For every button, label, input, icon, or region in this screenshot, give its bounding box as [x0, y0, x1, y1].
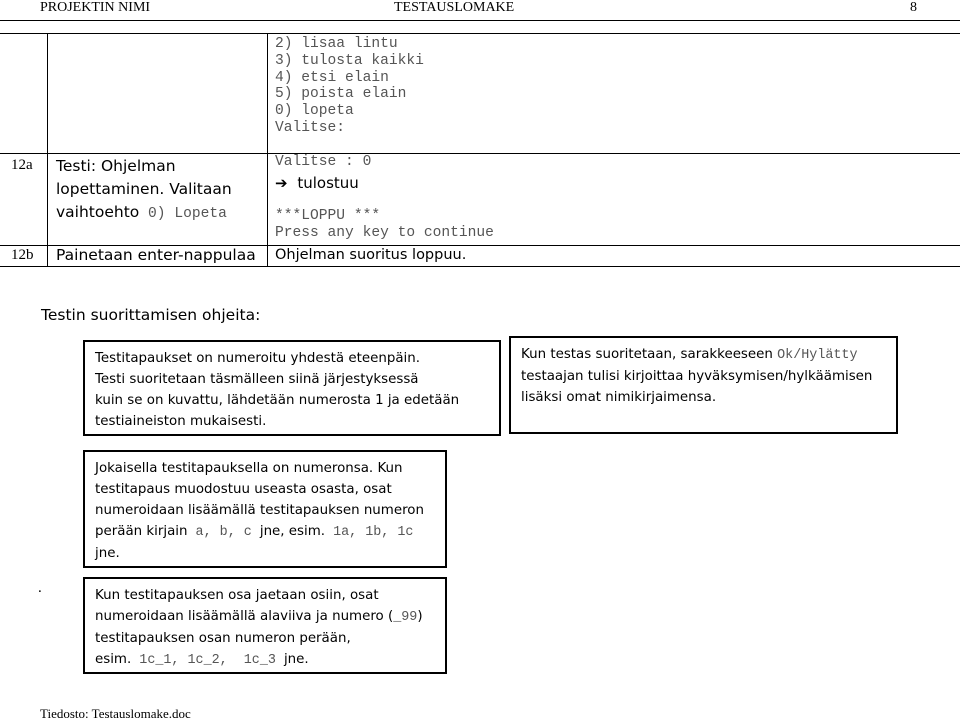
output-line: ***LOPPU ***	[275, 208, 381, 224]
box-text: numeroidaan lisäämällä alaviiva ja numero (	[95, 609, 394, 624]
test-description: Painetaan enter-nappulaa	[56, 246, 256, 264]
page-number: 8	[910, 0, 917, 15]
example-code: 1a, 1b, 1c	[325, 525, 414, 540]
result-output	[275, 208, 494, 242]
instruction-box-result-column	[509, 336, 898, 434]
box-text: )	[417, 609, 423, 624]
header-rule	[0, 20, 960, 21]
box-line: lisäksi omat nimikirjaimensa.	[521, 390, 717, 405]
menu-output	[275, 36, 424, 137]
box-line: Kun testitapauksen osa jaetaan osiin, osat	[95, 588, 379, 603]
result-text: tulostuu	[297, 174, 359, 192]
box-line: kuin se on kuvattu, lähdetään numerosta 1 ja edetään	[95, 393, 460, 408]
menu-line: 3) tulosta kaikki	[275, 52, 424, 69]
box-line: testaajan tulisi kirjoittaa hyväksymisen/hylkäämisen	[521, 369, 873, 384]
description-line: lopettaminen. Valitaan	[56, 180, 232, 198]
description-line: Testi: Ohjelman	[56, 157, 176, 175]
menu-line: 2) lisaa lintu	[275, 36, 398, 52]
example-code: a, b, c	[187, 525, 260, 540]
test-result: Ohjelman suoritus loppuu.	[275, 247, 467, 263]
box-line: jne.	[95, 546, 120, 561]
result-tulostuu	[275, 174, 359, 192]
result-prompt: Valitse : 0	[275, 154, 372, 170]
box-line: testitapauksen osan numeron perään,	[95, 631, 351, 646]
menu-line: 0) lopeta	[275, 103, 354, 120]
menu-line: Valitse:	[275, 119, 346, 136]
box-line: Testitapaukset on numeroitu yhdestä eteenpäin.	[95, 351, 420, 366]
stray-dot: .	[38, 580, 42, 596]
box-line	[95, 521, 435, 543]
instruction-box-numbering	[83, 340, 501, 436]
project-name: PROJEKTIN NIMI	[40, 0, 151, 15]
instruction-box-subcases	[83, 450, 447, 568]
table-bottom-border	[0, 266, 960, 267]
instruction-box-subparts	[83, 577, 447, 674]
menu-line: 5) poista elain	[275, 86, 407, 103]
description-line	[56, 201, 232, 226]
test-id: 12a	[11, 157, 33, 173]
box-text: Kun testas suoritetaan, sarakkeeseen	[521, 347, 778, 362]
box-text: jne, esim.	[259, 524, 326, 539]
footer-filename: Tiedosto: Testauslomake.doc	[40, 706, 191, 721]
table-row-divider	[0, 153, 960, 154]
box-line	[95, 649, 435, 671]
box-text: esim.	[95, 652, 132, 667]
table-top-border	[0, 33, 960, 34]
box-text: jne.	[283, 652, 309, 667]
test-description	[56, 155, 232, 226]
example-code: _99	[393, 610, 418, 625]
arrow-right-icon: ➔	[275, 174, 288, 192]
output-line: Press any key to continue	[275, 224, 494, 241]
document-type: TESTAUSLOMAKE	[394, 0, 515, 15]
table-column-divider	[267, 33, 268, 266]
option-code: 0) Lopeta	[139, 206, 227, 222]
box-line: testiaineiston mukaisesti.	[95, 414, 267, 429]
box-line: Jokaisella testitapauksella on numeronsa. Kun	[95, 461, 403, 476]
test-id: 12b	[11, 247, 34, 263]
box-line	[521, 344, 886, 366]
box-text: perään kirjain	[95, 524, 188, 539]
table-column-divider	[47, 33, 48, 266]
example-code: 1c_1, 1c_2, 1c_3	[131, 653, 284, 668]
box-line: Testi suoritetaan täsmälleen siinä järjestyksessä	[95, 372, 419, 387]
menu-line: 4) etsi elain	[275, 69, 389, 86]
box-line: numeroidaan lisäämällä testitapauksen numeron	[95, 503, 424, 518]
instructions-heading: Testin suorittamisen ohjeita:	[41, 306, 261, 324]
box-line	[95, 606, 435, 628]
box-line: testitapaus muodostuu useasta osasta, osat	[95, 482, 392, 497]
description-text: vaihtoehto	[56, 203, 140, 221]
column-name-code: Ok/Hylätty	[777, 348, 858, 363]
